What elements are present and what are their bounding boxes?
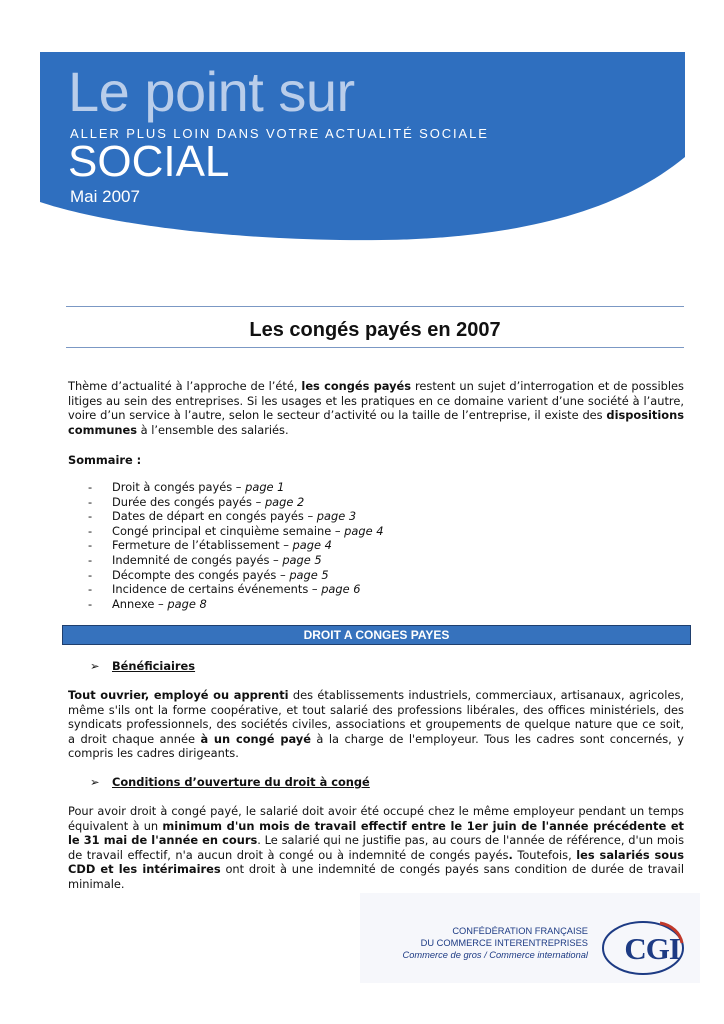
list-dash: - <box>88 494 93 509</box>
title-rule-top <box>66 306 684 307</box>
list-dash: - <box>88 538 93 553</box>
sommaire-item-page: page 1 <box>245 480 285 494</box>
intro-paragraph <box>68 379 684 437</box>
intro-bold: dispositions communes <box>68 408 684 437</box>
logo-mark-text: CGI <box>624 931 680 966</box>
logo-line-1: CONFÉDÉRATION FRANÇAISE <box>452 926 588 936</box>
list-dash: - <box>88 582 93 597</box>
intro-text: à l’ensemble des salariés. <box>137 422 289 437</box>
conditions-paragraph <box>68 804 684 892</box>
logo-line-2: DU COMMERCE INTERENTREPRISES <box>420 938 588 948</box>
sommaire-list <box>88 480 384 611</box>
banner-title: Le point sur <box>68 60 355 123</box>
para-text: Pour avoir droit à congé payé, le salarié doit avoir été occupé chez le même employeur pendant un temps équivalent à un <box>68 804 684 833</box>
para-bold: à un congé payé <box>200 731 311 746</box>
document-title: Les congés payés en 2007 <box>249 319 501 341</box>
sommaire-item-page: page 5 <box>289 567 329 582</box>
sommaire-item[interactable] <box>88 597 384 612</box>
logo-line-3: Commerce de gros / Commerce international <box>402 950 588 960</box>
list-dash: - <box>88 523 93 538</box>
sommaire-item[interactable] <box>88 480 384 495</box>
sommaire-item-label: Durée des congés payés – <box>112 494 265 509</box>
intro-bold: les congés payés <box>301 379 412 393</box>
sommaire-item-page: page 4 <box>292 538 332 553</box>
para-text: . Le salarié qui ne justifie pas, au cours de l'année de référence, d'un mois de travail effectif, n'a aucun droit à congé ou à indemnité de congés payés <box>68 833 685 862</box>
banner-date: Mai 2007 <box>70 187 140 206</box>
sommaire-item[interactable] <box>88 553 384 568</box>
subsection-title: Conditions d’ouverture du droit à congé <box>112 775 370 789</box>
para-bold: minimum d'un mois de travail effectif entre le 1er juin de l'année précédente et le 31 mai de l'année en cours <box>68 818 684 848</box>
section-heading-bar: DROIT A CONGES PAYES <box>62 625 691 645</box>
para-text: Toutefois, <box>512 847 577 862</box>
arrow-bullet-icon: ➢ <box>90 659 100 673</box>
para-bold: les salariés sous CDD et les intérimaires <box>68 847 685 877</box>
sommaire-item-page: page 4 <box>344 523 384 538</box>
list-dash: - <box>88 509 93 524</box>
list-dash: - <box>88 596 93 611</box>
para-bold: Tout ouvrier, employé ou apprenti <box>68 688 289 702</box>
sommaire-item-label: Incidence de certains événements – <box>112 582 322 597</box>
intro-text: Thème d’actualité à l’approche de l’été, <box>68 379 302 393</box>
sommaire-item-label: Fermeture de l’établissement – <box>112 538 293 553</box>
sommaire-item[interactable] <box>88 495 384 510</box>
list-dash: - <box>88 567 93 582</box>
sommaire-item[interactable] <box>88 538 384 553</box>
subsection-title: Bénéficiaires <box>112 659 196 673</box>
sommaire-item-page: page 5 <box>282 552 322 567</box>
sommaire-label: Sommaire : <box>68 453 142 467</box>
intro-text: restent un sujet d’interrogation et de possibles litiges au sein des entreprises. Si les usages et les pratiques en ce domaine varient d’une société à l’autre, voire d’un service à l’autre, selon le secteur d’activité ou la taille de l’entreprise, il existe des <box>68 379 684 423</box>
sommaire-item-label: Dates de départ en congés payés – <box>112 509 317 524</box>
subsection-beneficiaires <box>90 659 195 673</box>
cgi-logo-block <box>360 893 700 983</box>
sommaire-item-page: page 6 <box>321 582 361 597</box>
para-text: ont droit à une indemnité de congés payés sans condition de durée de travail minimale. <box>68 862 684 891</box>
sommaire-item[interactable] <box>88 568 384 583</box>
sommaire-item-label: Congé principal et cinquième semaine – <box>112 523 345 538</box>
sommaire-item-page: page 2 <box>264 494 305 509</box>
sommaire-item[interactable] <box>88 509 384 524</box>
sommaire-item-label: Droit à congés payés – <box>112 480 246 494</box>
sommaire-item[interactable] <box>88 524 384 539</box>
sommaire-item-label: Annexe – <box>112 596 168 611</box>
sommaire-item-label: Décompte des congés payés – <box>112 567 290 582</box>
list-dash: - <box>88 480 93 494</box>
list-dash: - <box>88 552 93 567</box>
sommaire-item-label: Indemnité de congés payés – <box>112 552 283 567</box>
para-text: à la charge de l'employeur. Tous les cadres sont concernés, y compris les cadres dirigeants. <box>68 731 684 761</box>
banner-tagline: ALLER PLUS LOIN DANS VOTRE ACTUALITÉ SOCIALE <box>70 126 489 141</box>
para-bold: . <box>508 847 513 862</box>
sommaire-item-page: page 3 <box>316 509 357 524</box>
subsection-conditions <box>90 775 370 789</box>
arrow-bullet-icon: ➢ <box>90 775 100 789</box>
title-rule-bottom <box>66 347 684 348</box>
sommaire-item[interactable] <box>88 582 384 597</box>
banner-social: SOCIAL <box>68 137 230 186</box>
beneficiaires-paragraph <box>68 688 684 761</box>
sommaire-item-page: page 8 <box>167 596 207 611</box>
para-text: des établissements industriels, commerciaux, artisanaux, agricoles, même s'ils ont la forme coopérative, et tout salarié des professions libérales, des offices ministériels, des syndicats professionnels, des sociétés civiles, associations et groupements de quelque nature que ce soit, a droit chaque année <box>68 688 685 746</box>
